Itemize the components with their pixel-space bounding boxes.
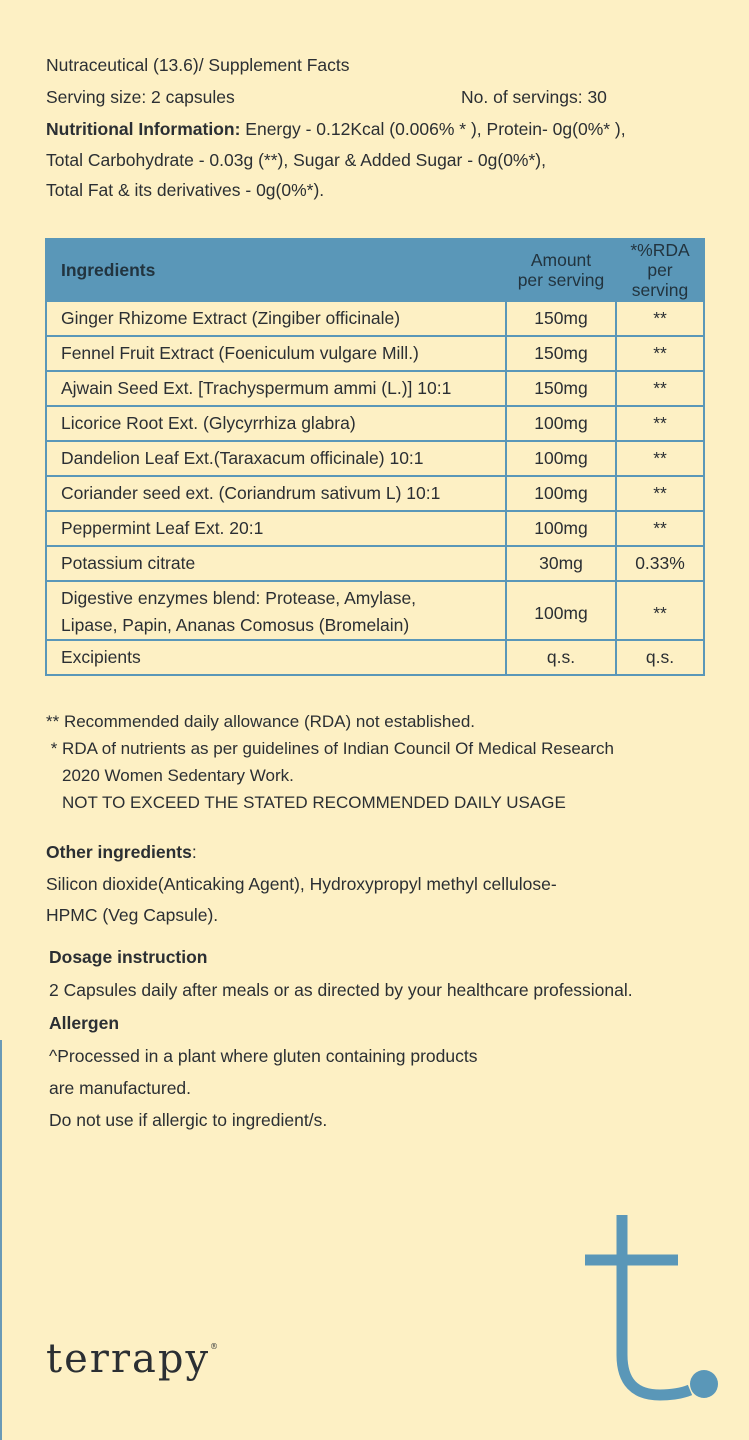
dosage-heading [49, 941, 208, 973]
label-title: Nutraceutical (13.6)/ Supplement Facts [46, 55, 350, 75]
ingredient-amount: 100mg [506, 581, 616, 640]
other-ingredients-label: Other ingredients [46, 842, 192, 862]
ingredient-amount: 100mg [506, 511, 616, 546]
ingredient-name: Coriander seed ext. (Coriandrum sativum L) 10:1 [46, 476, 506, 511]
servings-count: No. of servings: 30 [461, 87, 607, 107]
ingredient-amount: q.s. [506, 640, 616, 675]
other-ingredients-line-2: HPMC (Veg Capsule). [46, 905, 219, 925]
ingredient-name: Licorice Root Ext. (Glycyrrhiza glabra) [46, 406, 506, 441]
ingredient-amount: 30mg [506, 546, 616, 581]
ingredient-rda: 0.33% [616, 546, 704, 581]
allergen-heading [49, 1007, 119, 1039]
ingredient-name: Ginger Rhizome Extract (Zingiber officinale) [46, 301, 506, 336]
ingredient-name: Potassium citrate [46, 546, 506, 581]
ingredient-name: Dandelion Leaf Ext.(Taraxacum officinale) 10:1 [46, 441, 506, 476]
allergen-line-3: Do not use if allergic to ingredient/s. [49, 1110, 328, 1130]
dosage-label: Dosage instruction [49, 947, 208, 967]
ingredient-amount: 150mg [506, 371, 616, 406]
table-row [46, 336, 704, 371]
table-row [46, 476, 704, 511]
header-amount-line1: Amount [530, 250, 592, 270]
allergen-line-1: ^Processed in a plant where gluten containing products [49, 1046, 478, 1066]
ingredient-rda: ** [616, 511, 704, 546]
brand-wordmark-text: terrapy [46, 1336, 211, 1382]
table-row [46, 546, 704, 581]
header-amount-line2: per serving [517, 270, 605, 290]
table-row [46, 301, 704, 336]
ingredient-name: Peppermint Leaf Ext. 20:1 [46, 511, 506, 546]
ingredient-amount: 100mg [506, 441, 616, 476]
ingredient-name-line2: Lipase, Papin, Ananas Comosus (Bromelain) [61, 615, 410, 635]
ingredient-name: Fennel Fruit Extract (Foeniculum vulgare Mill.) [46, 336, 506, 371]
table-row [46, 441, 704, 476]
ingredient-amount: 150mg [506, 301, 616, 336]
allergen-label: Allergen [49, 1013, 120, 1033]
ingredient-rda: ** [616, 371, 704, 406]
dosage-text: 2 Capsules daily after meals or as directed by your healthcare professional. [49, 980, 633, 1000]
nutrition-line-1 [46, 118, 626, 140]
table-row [46, 581, 704, 640]
footnote-warning: NOT TO EXCEED THE STATED RECOMMENDED DAILY USAGE [62, 793, 566, 812]
footnote-rda-source: * RDA of nutrients as per guidelines of Indian Council Of Medical Research [46, 739, 614, 758]
nutrition-values-1: Energy - 0.12Kcal (0.006% * ), Protein- 0g(0%* ), [240, 119, 626, 139]
ingredient-rda: ** [616, 441, 704, 476]
ingredient-name: Ajwain Seed Ext. [Trachyspermum ammi (L.)] 10:1 [46, 371, 506, 406]
other-ingredients-line-1: Silicon dioxide(Anticaking Agent), Hydroxypropyl methyl cellulose- [46, 874, 557, 894]
header-rda-line2: per serving [631, 260, 689, 300]
header-rda [616, 239, 704, 301]
nutrition-line-3: Total Fat & its derivatives - 0g(0%*). [46, 180, 325, 200]
ingredient-name: Excipients [46, 640, 506, 675]
header-ingredients: Ingredients [46, 239, 506, 301]
ingredients-table [45, 238, 705, 676]
ingredient-rda: ** [616, 476, 704, 511]
ingredient-name [46, 581, 506, 640]
ingredient-rda: ** [616, 336, 704, 371]
header-amount [506, 239, 616, 301]
ingredient-rda: ** [616, 581, 704, 640]
table-row [46, 640, 704, 675]
ingredient-rda: q.s. [616, 640, 704, 675]
monogram-stem [622, 1215, 690, 1395]
footnote-rda-source-cont: 2020 Women Sedentary Work. [62, 766, 294, 785]
ingredient-amount: 100mg [506, 476, 616, 511]
brand-monogram-logo [560, 1200, 749, 1440]
ingredient-rda: ** [616, 406, 704, 441]
footnote-rda-not-established: ** Recommended daily allowance (RDA) not established. [46, 712, 475, 731]
table-row [46, 371, 704, 406]
ingredient-name-line1: Digestive enzymes blend: Protease, Amylase, [61, 588, 417, 608]
serving-size: Serving size: 2 capsules [46, 87, 235, 107]
table-header-row [46, 239, 704, 301]
registered-mark: ® [210, 1342, 219, 1351]
nutrition-label: Nutritional Information: [46, 119, 241, 139]
table-row [46, 406, 704, 441]
other-ingredients-heading [46, 836, 197, 868]
other-ingredients-colon: : [191, 842, 197, 862]
footnotes [46, 708, 614, 816]
edge-line [0, 1040, 2, 1440]
table-row [46, 511, 704, 546]
header-rda-line1: *%RDA [630, 240, 690, 260]
nutrition-line-2: Total Carbohydrate - 0.03g (**), Sugar & Added Sugar - 0g(0%*), [46, 150, 546, 170]
brand-wordmark [46, 1336, 218, 1382]
ingredient-amount: 100mg [506, 406, 616, 441]
allergen-line-2: are manufactured. [49, 1078, 192, 1098]
monogram-dot [690, 1370, 718, 1398]
ingredient-amount: 150mg [506, 336, 616, 371]
ingredient-rda: ** [616, 301, 704, 336]
